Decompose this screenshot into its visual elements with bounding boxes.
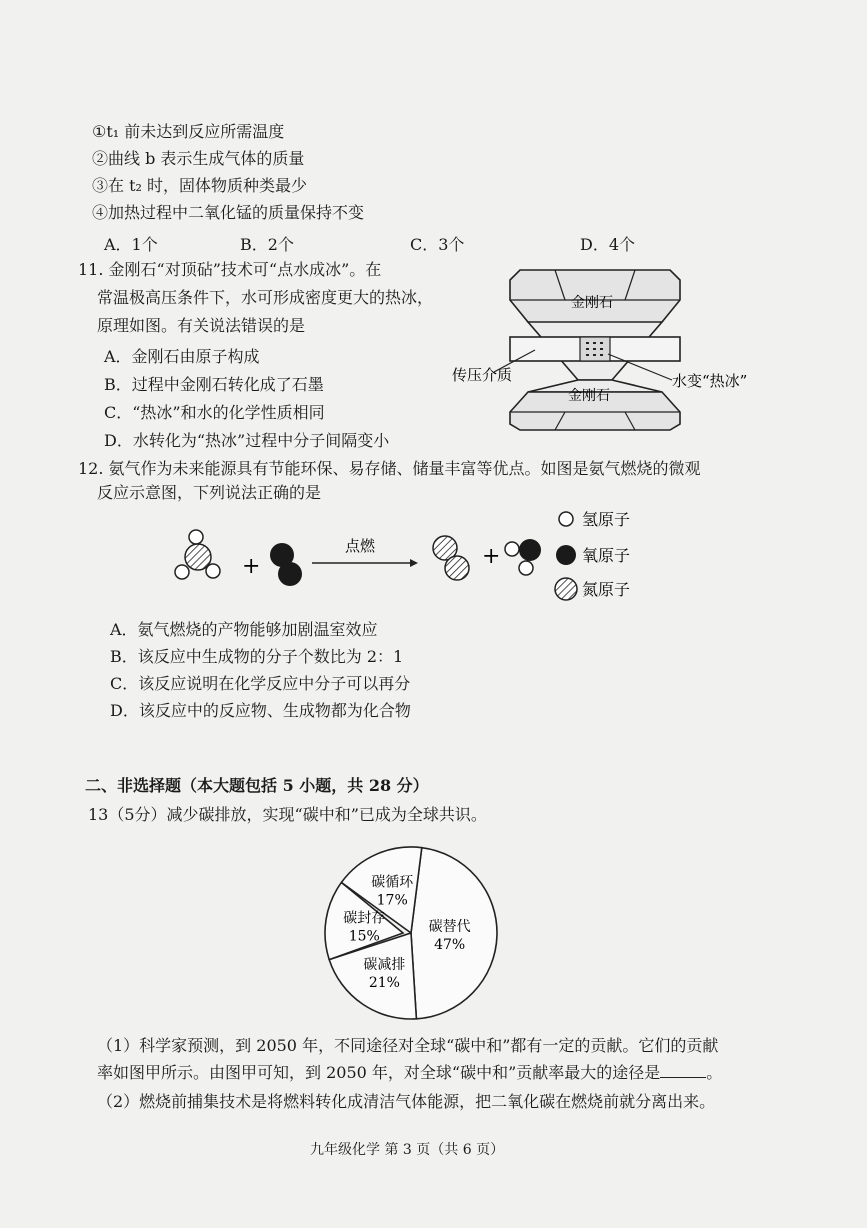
q13-part1-line2 xyxy=(97,1063,722,1083)
oxygen-molecule-icon xyxy=(270,543,302,586)
pie-label-1: 碳减排 xyxy=(363,957,406,974)
pie-value-0: 47% xyxy=(434,937,466,954)
pie-value-3: 17% xyxy=(376,892,408,909)
pie-label-2: 碳封存 xyxy=(343,910,386,927)
q13-part1-end: 。 xyxy=(706,1063,723,1082)
q12-line-1: 12. 氨气作为未来能源具有节能环保、易存储、储量丰富等优点。如图是氨气燃烧的微观 xyxy=(78,459,701,478)
hot-ice-label: 水变“热冰” xyxy=(672,372,748,390)
reaction-condition: 点燃 xyxy=(345,537,376,555)
q10-statement-4: ④加热过程中二氧化锰的质量保持不变 xyxy=(92,203,365,222)
nitrogen-molecule-icon xyxy=(433,536,469,580)
q10-statement-1: ①t₁ 前未达到反应所需温度 xyxy=(92,122,285,141)
answer-blank[interactable] xyxy=(660,1063,706,1078)
pie-label-0: 碳替代 xyxy=(428,919,471,936)
q10-statement-3: ③在 t₂ 时，固体物质种类最少 xyxy=(92,176,308,195)
q10-option-d: D．4个 xyxy=(580,235,636,254)
q10-option-a: A．1个 xyxy=(104,235,158,254)
q13-part1-line1: （1）科学家预测，到 2050 年，不同途径对全球“碳中和”都有一定的贡献。它们的贡献 xyxy=(97,1036,719,1055)
q11-option-a: A．金刚石由原子构成 xyxy=(104,347,260,366)
q12-line-2: 反应示意图，下列说法正确的是 xyxy=(97,483,322,502)
q10-statement-2: ②曲线 b 表示生成气体的质量 xyxy=(92,149,305,168)
page-footer: 九年级化学 第 3 页（共 6 页） xyxy=(310,1142,505,1158)
legend-hydrogen: 氢原子 xyxy=(582,510,631,529)
q10-option-b: B．2个 xyxy=(240,235,294,254)
q11-option-d: D．水转化为“热冰”过程中分子间隔变小 xyxy=(104,431,390,450)
diamond-top-label: 金刚石 xyxy=(571,295,613,311)
q12-option-c: C．该反应说明在化学反应中分子可以再分 xyxy=(110,674,411,693)
q13-intro: 13（5分）减少碳排放，实现“碳中和”已成为全球共识。 xyxy=(88,805,487,824)
nitrogen-atom-icon xyxy=(555,578,577,600)
section-2-title: 二、非选择题（本大题包括 5 小题，共 28 分） xyxy=(85,776,429,795)
q11-option-c: C．“热冰”和水的化学性质相同 xyxy=(104,403,325,422)
water-molecule-icon xyxy=(505,539,541,575)
q13-part2: （2）燃烧前捕集技术是将燃料转化成清洁气体能源，把二氧化碳在燃烧前就分离出来。 xyxy=(97,1092,716,1111)
q11-line-2: 常温极高压条件下，水可形成密度更大的热冰， xyxy=(97,288,434,307)
q11-line-3: 原理如图。有关说法错误的是 xyxy=(97,316,306,335)
q12-option-d: D．该反应中的反应物、生成物都为化合物 xyxy=(110,701,411,720)
legend-oxygen: 氧原子 xyxy=(582,546,631,565)
q10-option-c: C．3个 xyxy=(410,235,465,254)
legend-nitrogen: 氮原子 xyxy=(582,580,631,599)
q12-option-b: B．该反应中生成物的分子个数比为 2：1 xyxy=(110,647,404,666)
diamond-anvil-figure xyxy=(440,262,800,442)
pie-value-2: 15% xyxy=(348,928,380,945)
q11-line-1: 11. 金刚石“对顶砧”技术可“点水成冰”。在 xyxy=(78,260,382,279)
q13-part1-text: 率如图甲所示。由图甲可知，到 2050 年，对全球“碳中和”贡献率最大的途径是 xyxy=(97,1063,661,1082)
pie-value-1: 21% xyxy=(368,975,400,992)
hydrogen-atom-icon xyxy=(559,512,573,526)
q12-option-a: A．氨气燃烧的产物能够加剧温室效应 xyxy=(110,620,378,639)
carbon-neutral-pie-chart xyxy=(316,838,506,1028)
diamond-bottom-label: 金刚石 xyxy=(568,388,610,404)
plus-sign-1: + xyxy=(242,554,261,579)
q11-option-b: B．过程中金刚石转化成了石墨 xyxy=(104,375,324,394)
ammonia-reaction-figure xyxy=(160,505,680,617)
ammonia-molecule-icon xyxy=(175,530,220,579)
pie-label-3: 碳循环 xyxy=(371,874,414,891)
plus-sign-2: + xyxy=(482,544,501,569)
pressure-medium-label: 传压介质 xyxy=(452,366,513,384)
oxygen-atom-icon xyxy=(556,545,576,565)
